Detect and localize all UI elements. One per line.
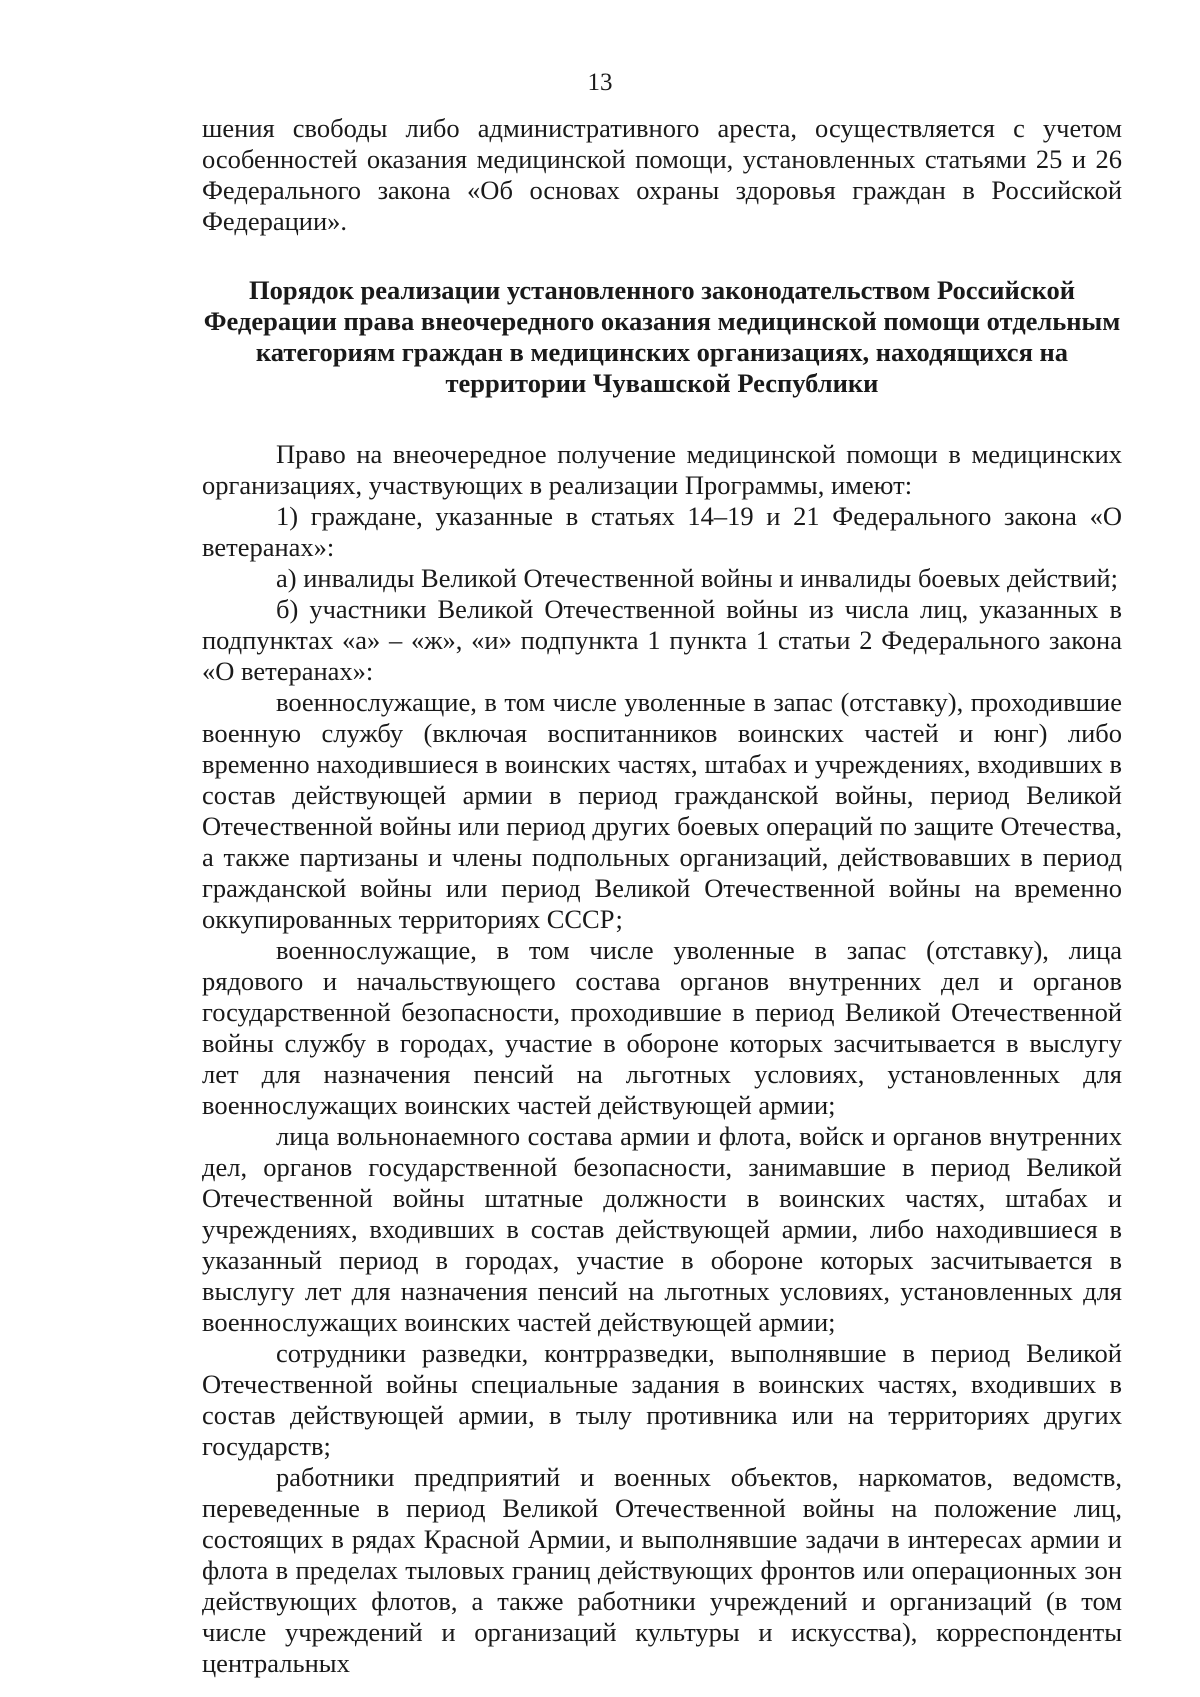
paragraph: военнослужащие, в том числе уволенные в запас (отставку), лица рядового и начальствующего состава органов внутренних дел и органов государственной безопасности, проходившие в период Великой Отечественной войны службу в городах, участие в обороне которых засчитывается в выслугу лет для назначения пенсий на льготных условиях, установленных для военнослужащих воинских частей действующей армии; xyxy=(202,935,1122,1120)
section-heading: Порядок реализации установленного законодательством Российской Федерации права внеочередного оказания медицинской помощи отдельным категориям граждан в медицинских организациях, находящихся на территории Чувашской Республики xyxy=(203,275,1121,398)
paragraph: военнослужащие, в том числе уволенные в запас (отставку), проходившие военную службу (включая воспитанников воинских частей и юнг) либо временно находившиеся в воинских частях, штабах и учреждениях, входивших в состав действующей армии в период гражданской войны, период Великой Отечественной войны или период других боевых операций по защите Отечества, а также партизаны и члены подпольных организаций, действовавших в период гражданской войны или период Великой Отечественной войны на временно оккупированных территориях СССР; xyxy=(202,687,1122,934)
paragraph: б) участники Великой Отечественной войны из числа лиц, указанных в подпунктах «а» – «ж», «и» подпункта 1 пункта 1 статьи 2 Федерального закона «О ветеранах»: xyxy=(202,594,1122,686)
document-body xyxy=(202,113,1122,1679)
page-number: 13 xyxy=(587,69,613,96)
paragraph: а) инвалиды Великой Отечественной войны и инвалиды боевых действий; xyxy=(276,563,1118,593)
paragraph: работники предприятий и военных объектов, наркоматов, ведомств, переведенные в период Великой Отечественной войны на положение лиц, состоящих в рядах Красной Армии, и выполнявшие задачи в интересах армии и флота в пределах тыловых границ действующих фронтов или операционных зон действующих флотов, а также работники учреждений и организаций (в том числе учреждений и организаций культуры и искусства), корреспонденты центральных xyxy=(202,1462,1122,1678)
paragraph: Право на внеочередное получение медицинской помощи в медицинских организациях, участвующих в реализации Программы, имеют: xyxy=(202,439,1122,500)
paragraph: лица вольнонаемного состава армии и флота, войск и органов внутренних дел, органов государственной безопасности, занимавшие в период Великой Отечественной войны штатные должности в воинских частях, штабах и учреждениях, входивших в состав действующей армии, либо находившиеся в указанный период в городах, участие в обороне которых засчитывается в выслугу лет для назначения пенсий на льготных условиях, установленных для военнослужащих воинских частей действующей армии; xyxy=(202,1121,1122,1337)
paragraph: 1) граждане, указанные в статьях 14–19 и 21 Федерального закона «О ветеранах»: xyxy=(202,501,1122,562)
paragraph: сотрудники разведки, контрразведки, выполнявшие в период Великой Отечественной войны специальные задания в воинских частях, входивших в состав действующей армии, в тылу противника или на территориях других государств; xyxy=(202,1338,1122,1461)
continuation-paragraph: шения свободы либо административного ареста, осуществляется с учетом особенностей оказания медицинской помощи, установленных статьями 25 и 26 Федерального закона «Об основах охраны здоровья граждан в Российской Федерации». xyxy=(202,113,1122,236)
